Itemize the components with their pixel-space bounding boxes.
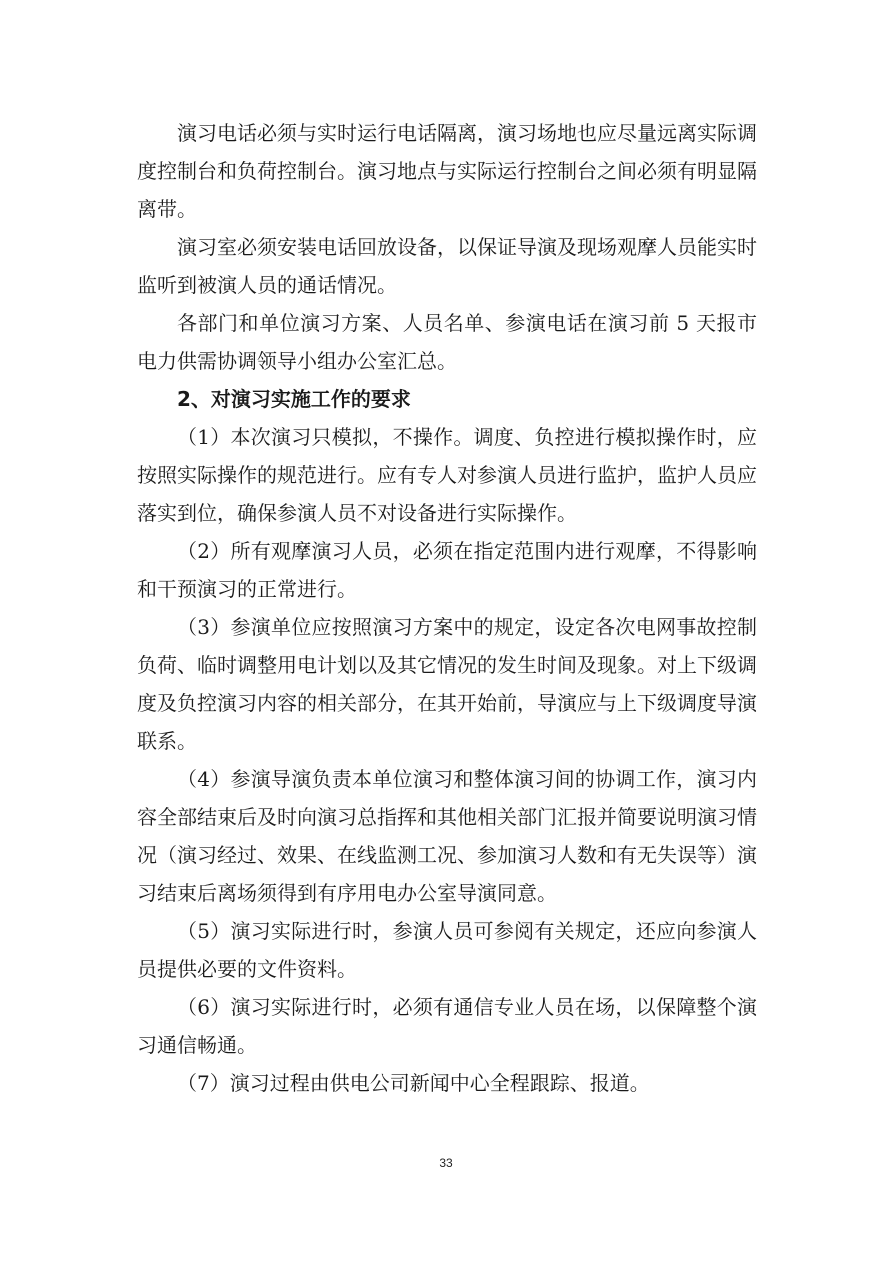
page-number: 33 bbox=[439, 1156, 453, 1170]
requirement-item: （6）演习实际进行时，必须有通信专业人员在场，以保障整个演习通信畅通。 bbox=[137, 995, 757, 1057]
requirement-item: （3）参演单位应按照演习方案中的规定，设定各次电网事故控制负荷、临时调整用电计划以及其它情况的发生时间及现象。对上下级调度及负控演习内容的相关部分，在其开始前，导演应与上下级调度导演联系。 bbox=[137, 615, 757, 753]
requirement-item: （2）所有观摩演习人员，必须在指定范围内进行观摩，不得影响和干预演习的正常进行。 bbox=[137, 539, 757, 601]
requirement-item: （1）本次演习只模拟，不操作。调度、负控进行模拟操作时，应按照实际操作的规范进行。应有专人对参演人员进行监护，监护人员应落实到位，确保参演人员不对设备进行实际操作。 bbox=[137, 425, 757, 525]
requirement-item: （4）参演导演负责本单位演习和整体演习间的协调工作，演习内容全部结束后及时向演习总指挥和其他相关部门汇报并简要说明演习情况（演习经过、效果、在线监测工况、参加演习人数和有无失误等）演习结束后离场须得到有序用电办公室导演同意。 bbox=[137, 767, 757, 905]
body-paragraph: 演习电话必须与实时运行电话隔离，演习场地也应尽量远离实际调度控制台和负荷控制台。演习地点与实际运行控制台之间必须有明显隔离带。 bbox=[137, 121, 757, 221]
section-heading: 2、对演习实施工作的要求 bbox=[177, 387, 411, 411]
requirement-item: （7）演习过程由供电公司新闻中心全程跟踪、报道。 bbox=[177, 1071, 650, 1095]
requirement-item: （5）演习实际进行时，参演人员可参阅有关规定，还应向参演人员提供必要的文件资料。 bbox=[137, 919, 757, 981]
body-paragraph: 各部门和单位演习方案、人员名单、参演电话在演习前 5 天报市电力供需协调领导小组办公室汇总。 bbox=[137, 311, 757, 373]
body-paragraph: 演习室必须安装电话回放设备，以保证导演及现场观摩人员能实时监听到被演人员的通话情况。 bbox=[137, 235, 757, 297]
document-body bbox=[137, 114, 757, 1102]
